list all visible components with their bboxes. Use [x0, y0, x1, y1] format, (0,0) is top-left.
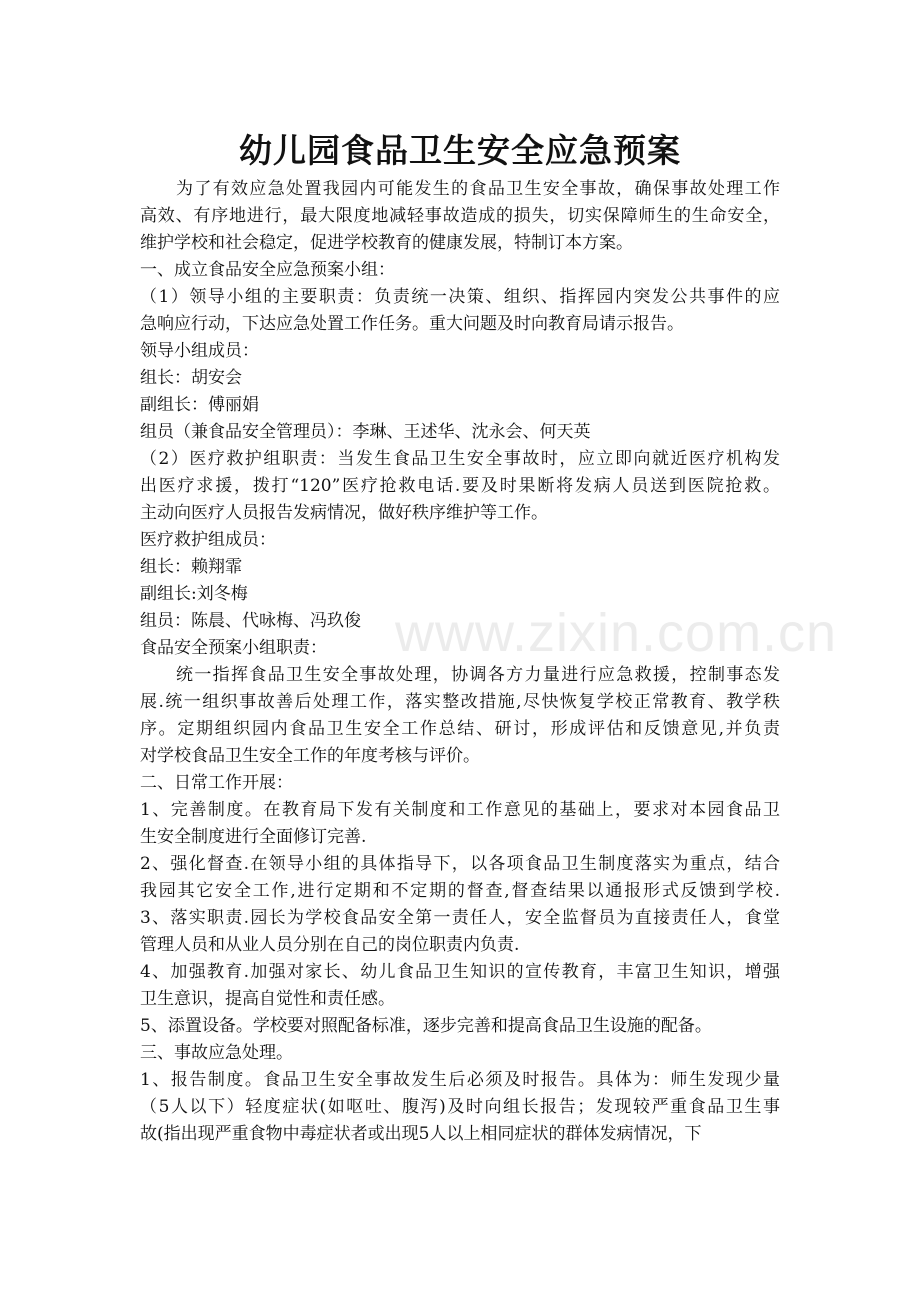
paragraph-line: 组员（兼食品安全管理员）：李琳、王述华、沈永会、何天英 [140, 422, 591, 442]
paragraph-line: 5、添置设备。学校要对照配备标准，逐步完善和提高食品卫生设施的配备。 [140, 1016, 712, 1036]
paragraph-line: 高效、有序地进行，最大限度地减轻事故造成的损失，切实保障师生的生命安全， [140, 206, 780, 226]
section-heading: 三、事故应急处理。 [140, 1043, 293, 1063]
paragraph-line: 为了有效应急处置我园内可能发生的食品卫生安全事故，确保事故处理工作 [176, 179, 780, 199]
paragraph-line: 展.统一组织事故善后处理工作，落实整改措施,尽快恢复学校正常教育、教学秩 [140, 692, 780, 712]
watermark: www.zixin.com.cn [395, 603, 838, 663]
paragraph-line: 1、完善制度。在教育局下发有关制度和工作意见的基础上，要求对本园食品卫 [140, 800, 780, 820]
paragraph-line: 领导小组成员： [140, 341, 259, 361]
document-title: 幼儿园食品卫生安全应急预案 [239, 131, 681, 170]
paragraph-line: 2、强化督查.在领导小组的具体指导下，以各项食品卫生制度落实为重点，结合 [140, 854, 780, 874]
paragraph-line: （5人以下）轻度症状(如呕吐、腹泻)及时向组长报告；发现较严重食品卫生事 [140, 1097, 780, 1117]
paragraph-line: 对学校食品卫生安全工作的年度考核与评价。 [140, 746, 480, 766]
paragraph-line: 主动向医疗人员报告发病情况，做好秩序维护等工作。 [140, 503, 548, 523]
paragraph-line: （1）领导小组的主要职责：负责统一决策、组织、指挥园内突发公共事件的应 [140, 287, 780, 307]
paragraph-line: 生安全制度进行全面修订完善. [140, 827, 367, 847]
paragraph-line: 卫生意识，提高自觉性和责任感。 [140, 989, 395, 1009]
paragraph-line: 序。定期组织园内食品卫生安全工作总结、研讨，形成评估和反馈意见,并负责 [140, 719, 780, 739]
paragraph-line: 管理人员和从业人员分别在自己的岗位职责内负责. [140, 935, 520, 955]
paragraph-line: 3、落实职责.园长为学校食品安全第一责任人，安全监督员为直接责任人，食堂 [140, 908, 780, 928]
paragraph-line: 1、报告制度。食品卫生安全事故发生后必须及时报告。具体为：师生发现少量 [140, 1070, 780, 1090]
paragraph-line: 我园其它安全工作,进行定期和不定期的督查,督查结果以通报形式反馈到学校. [140, 881, 780, 901]
paragraph-line: 出医疗求援，拨打“120”医疗抢救电话.要及时果断将发病人员送到医院抢救。 [140, 476, 780, 496]
paragraph-line: 副组长：傅丽娟 [140, 395, 259, 415]
document-body [140, 176, 780, 1148]
paragraph-line: 组长：赖翔霏 [140, 557, 242, 577]
paragraph-line: （2）医疗救护组职责：当发生食品卫生安全事故时，应立即向就近医疗机构发 [140, 449, 780, 469]
paragraph-line: 故(指出现严重食物中毒症状者或出现5人以上相同症状的群体发病情况，下 [140, 1124, 702, 1144]
paragraph-line: 食品安全预案小组职责： [140, 638, 327, 658]
paragraph-line: 副组长:刘冬梅 [140, 584, 248, 604]
paragraph-line: 组长：胡安会 [140, 368, 242, 388]
section-heading: 二、日常工作开展： [140, 773, 293, 793]
paragraph-line: 医疗救护组成员： [140, 530, 276, 550]
paragraph-line: 统一指挥食品卫生安全事故处理，协调各方力量进行应急救援，控制事态发 [176, 665, 780, 685]
paragraph-line: 组员：陈晨、代咏梅、冯玖俊 [140, 611, 361, 631]
paragraph-line: 急响应行动，下达应急处置工作任务。重大问题及时向教育局请示报告。 [140, 314, 684, 334]
section-heading: 一、成立食品安全应急预案小组： [140, 260, 395, 280]
paragraph-line: 维护学校和社会稳定，促进学校教育的健康发展，特制订本方案。 [140, 233, 633, 253]
paragraph-line: 4、加强教育.加强对家长、幼儿食品卫生知识的宣传教育，丰富卫生知识，增强 [140, 962, 780, 982]
